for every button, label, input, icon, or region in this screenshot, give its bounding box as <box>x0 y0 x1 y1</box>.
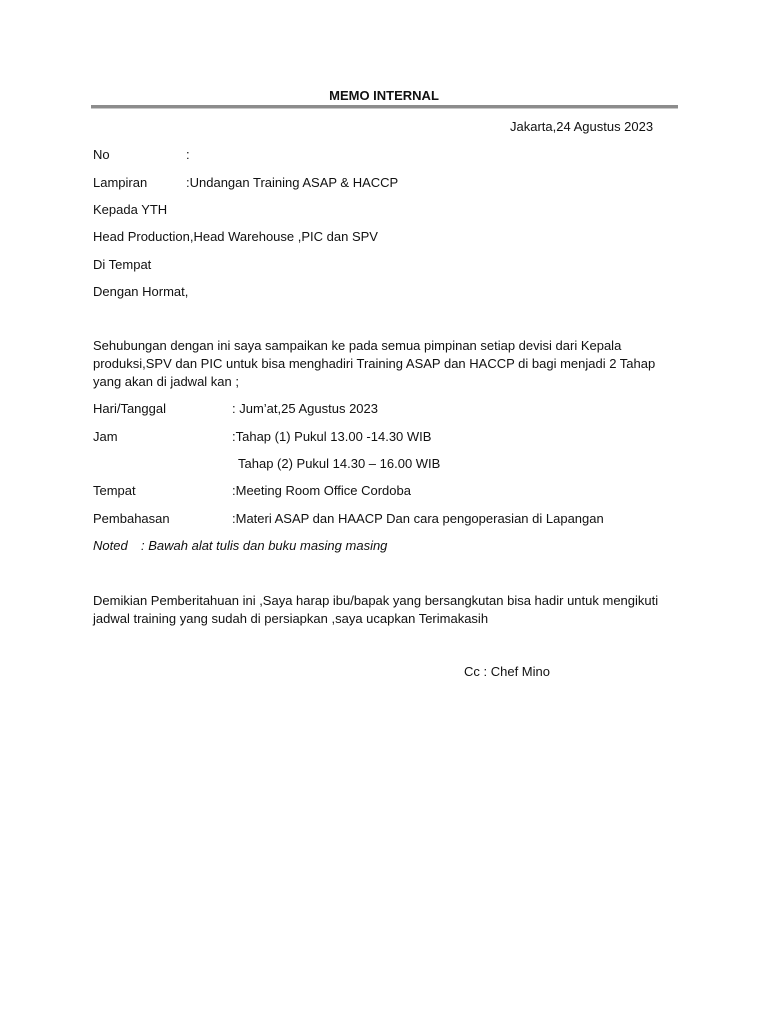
lampiran-value: :Undangan Training ASAP & HACCP <box>186 175 399 190</box>
kepada-line: Kepada YTH <box>93 202 168 217</box>
jam-label: Jam <box>93 429 118 444</box>
memo-title: MEMO INTERNAL <box>329 88 439 103</box>
noted-value: : Bawah alat tulis dan buku masing masing <box>141 538 388 553</box>
hari-value: : Jum’at,25 Agustus 2023 <box>232 401 378 416</box>
tempat-value: :Meeting Room Office Cordoba <box>232 483 411 498</box>
noted-label: Noted <box>93 538 128 553</box>
no-label: No <box>93 147 110 162</box>
lampiran-label: Lampiran <box>93 175 148 190</box>
closing-paragraph: Demikian Pemberitahuan ini ,Saya harap ibu/bapak yang bersangkutan bisa hadir untuk mengikuti jadwal training yang sudah di persiapkan ,saya ucapkan Terimakasih <box>93 593 659 626</box>
tempat-label: Tempat <box>93 483 136 498</box>
jam-value-1: :Tahap (1) Pukul 13.00 -14.30 WIB <box>232 429 432 444</box>
place-date: Jakarta,24 Agustus 2023 <box>510 119 654 134</box>
cc-line: Cc : Chef Mino <box>464 664 550 679</box>
hari-label: Hari/Tanggal <box>93 401 166 416</box>
jam-value-2: Tahap (2) Pukul 14.30 – 16.00 WIB <box>238 456 441 471</box>
recipients-line: Head Production,Head Warehouse ,PIC dan SPV <box>93 229 378 244</box>
salutation: Dengan Hormat, <box>93 284 189 299</box>
di-tempat-line: Di Tempat <box>93 257 152 272</box>
title-divider <box>91 105 678 109</box>
no-value: : <box>186 147 190 162</box>
pembahasan-label: Pembahasan <box>93 511 170 526</box>
pembahasan-value: :Materi ASAP dan HAACP Dan cara pengoperasian di Lapangan <box>232 511 604 526</box>
intro-paragraph: Sehubungan dengan ini saya sampaikan ke pada semua pimpinan setiap devisi dari Kepala produksi,SPV dan PIC untuk bisa menghadiri Training ASAP dan HACCP di bagi menjadi 2 Tahap yang akan di jadwal kan ; <box>93 338 656 389</box>
